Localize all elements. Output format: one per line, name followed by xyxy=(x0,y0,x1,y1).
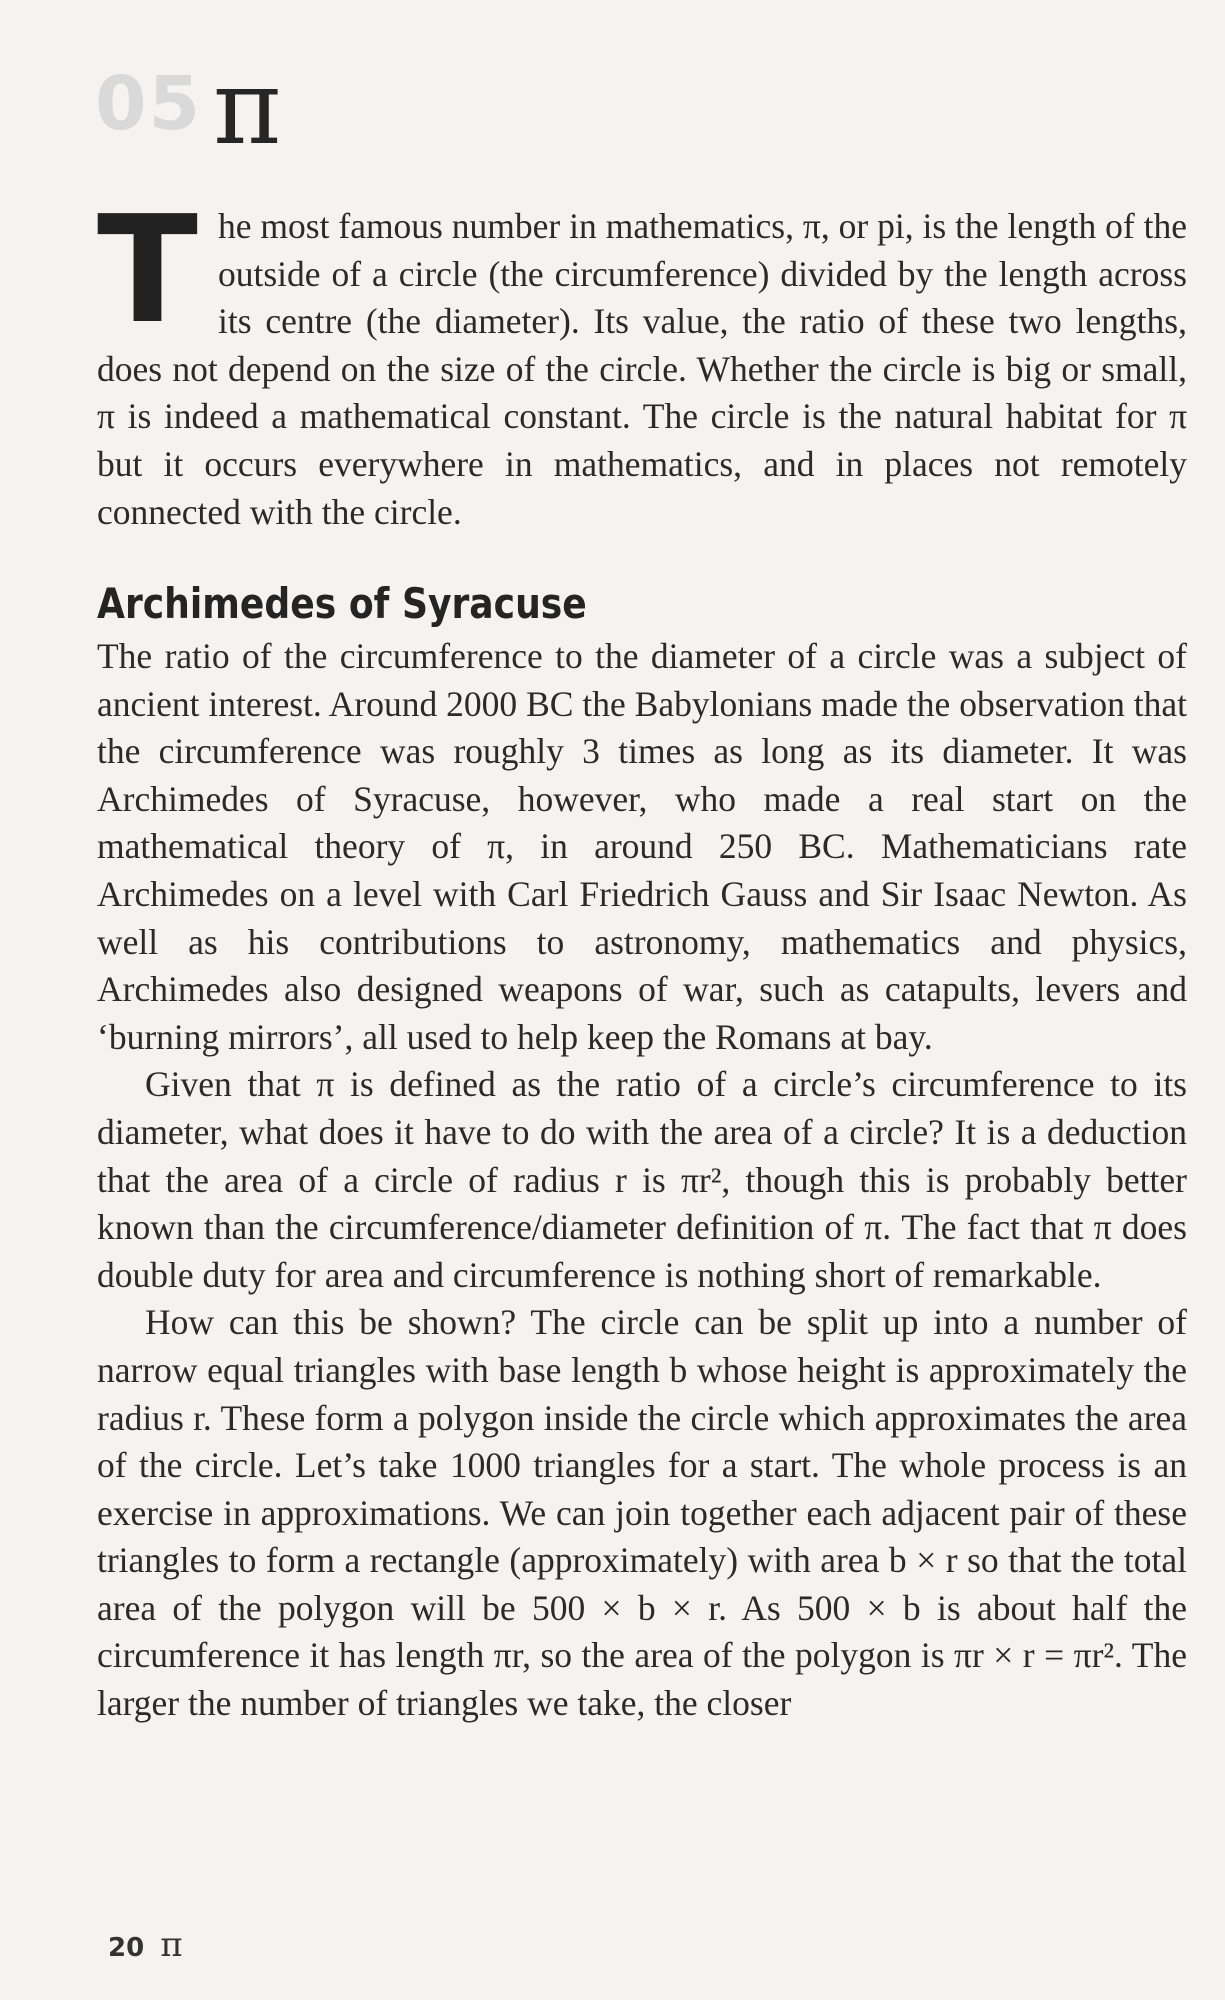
chapter-title-pi-symbol: π xyxy=(213,46,282,168)
body-paragraph: The ratio of the circumference to the diameter of a circle was a subject of ancient interest. Around 2000 BC the Babylonians made the observation that the circumference was roughly 3 times as long as its diameter. It was Archimedes of Syracuse, however, who made a real start on the mathematical theory of π, in around 250 BC. Mathematicians rate Archimedes on a level with Carl Friedrich Gauss and Sir Isaac Newton. As well as his contributions to astronomy, mathematics and physics, Archimedes also designed weapons of war, such as catapults, levers and ‘burning mirrors’, all used to help keep the Romans at bay. xyxy=(97,636,1187,1057)
chapter-number: 05 xyxy=(95,61,202,147)
section-heading: Archimedes of Syracuse xyxy=(97,579,587,628)
intro-text: he most famous number in mathematics, π, or pi, is the length of the outside of a circle (the circumference) divided by the length across its centre (the diameter). Its value, the ratio of these two lengths, does not depend on the size of the circle. Whether the circle is big or small, π is indeed a mathematical constant. The circle is the natural habitat for π but it occurs everywhere in mathematics, and in places not remotely connected with the circle. xyxy=(97,206,1187,532)
body-paragraph: How can this be shown? The circle can be split up into a number of narrow equal triangles with base length b whose height is approximately the radius r. These form a polygon inside the circle which approximates the area of the circle. Let’s take 1000 triangles for a start. The whole process is an exercise in approximations. We can join together each adjacent pair of these triangles to form a rectangle (approximately) with area b × r so that the total area of the polygon will be 500 × b × r. As 500 × b is about half the circumference it has length πr, so the area of the polygon is πr × r = πr². The larger the number of triangles we take, the closer xyxy=(97,1302,1187,1724)
body-paragraph: Given that π is defined as the ratio of a circle’s circumference to its diameter, what does it have to do with the area of a circle? It is a deduction that the area of a circle of radius r is πr², though this is probably better known than the circumference/diameter definition of π. The fact that π does double duty for area and circumference is nothing short of remarkable. xyxy=(97,1064,1187,1295)
footer-pi-symbol: π xyxy=(160,1925,183,1965)
page-footer xyxy=(108,1925,183,1965)
intro-paragraph xyxy=(97,184,1187,536)
page-number: 20 xyxy=(108,1933,145,1963)
drop-cap: T xyxy=(97,184,198,356)
section-body xyxy=(97,633,1187,1728)
